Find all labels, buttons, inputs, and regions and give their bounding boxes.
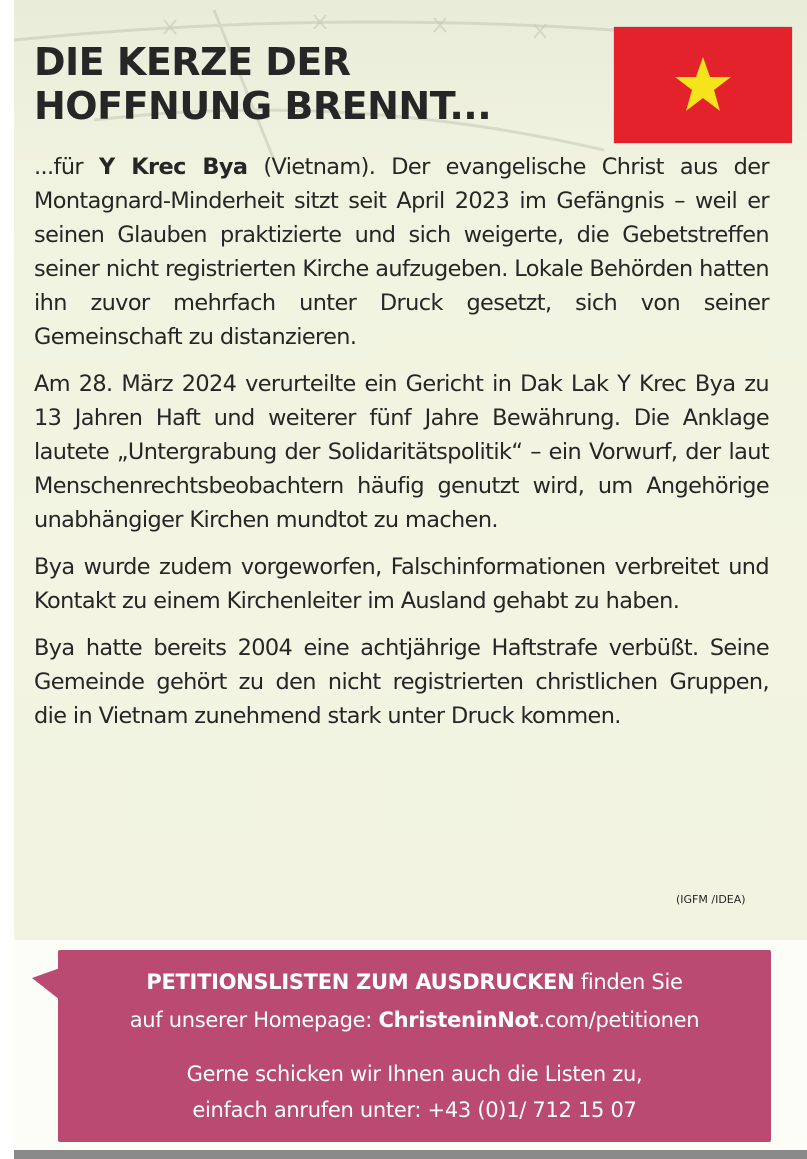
title-line-2: HOFFNUNG BRENNT... [34,84,492,128]
paragraph-1 [34,150,769,354]
petition-heading: PETITIONSLISTEN ZUM AUSDRUCKEN [146,970,575,994]
callout-pointer [32,968,60,1000]
prisoner-name: Y Krec Bya [99,154,248,180]
paragraph-4: Bya hatte bereits 2004 eine achtjährige Haftstrafe verbüßt. Seine Gemeinde gehört zu den nicht registrierten christlichen Gruppen, die in Vietnam zunehmend stark unter Druck kommen. [34,635,769,729]
paragraph-1-intro: ...für [34,154,100,180]
petition-line-1 [58,970,771,994]
page-edge [0,0,14,1159]
petition-link-rest[interactable]: .com/petitionen [538,1008,700,1032]
petition-line-2 [58,1008,771,1032]
vietnam-flag-icon [614,27,792,143]
petition-phone-line: einfach anrufen unter: +43 (0)1/ 712 15 07 [192,1098,637,1122]
next-article-edge [14,1150,807,1159]
article-title [34,40,594,128]
petition-heading-rest: finden Sie [574,970,683,994]
petition-link-bold[interactable]: ChristeninNot [378,1008,539,1032]
article-body [34,150,769,746]
petition-homepage-label: auf unserer Homepage: [129,1008,379,1032]
title-line-1: DIE KERZE DER [34,40,351,84]
paragraph-2: Am 28. März 2024 verurteilte ein Gericht in Dak Lak Y Krec Bya zu 13 Jahren Haft und weiterer fünf Jahre Bewährung. Die Anklage lautete „Untergrabung der Solidaritätspolitik“ – ein Vorwurf, der laut Menschenrechtsbeobachtern häufig genutzt wird, um Angehörige unabhängiger Kirchen mundtot zu machen. [34,371,769,533]
petition-callout [58,950,771,1142]
source-credit: (IGFM /IDEA) [676,893,746,906]
petition-line-3: Gerne schicken wir Ihnen auch die Listen zu, [186,1062,643,1086]
paragraph-1-text: (Vietnam). Der evangelische Christ aus der Montagnard-Minderheit sitzt seit April 2023 im Gefängnis – weil er seinen Glauben praktizierte und sich weigerte, die Gebetstreffen seiner nicht registrierten Kirche aufzugeben. Lokale Behörden hatten ihn zuvor mehrfach unter Druck gesetzt, sich von seiner Gemeinschaft zu distanzieren. [34,154,769,350]
star-icon [673,55,733,113]
paragraph-3: Bya wurde zudem vorgeworfen, Falschinformationen verbreitet und Kontakt zu einem Kirchenleiter im Ausland gehabt zu haben. [34,554,769,614]
